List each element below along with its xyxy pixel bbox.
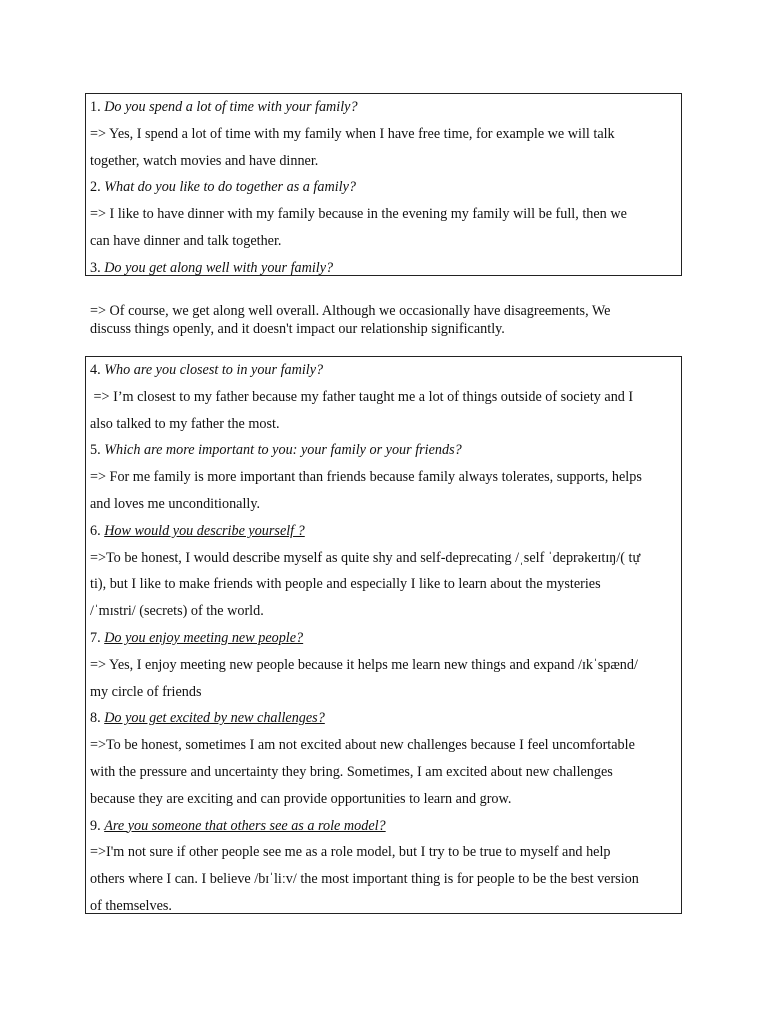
answer-6-line-2: ti), but I like to make friends with people and especially I like to learn about the mysteries — [90, 576, 601, 593]
answer-9-line-2: others where I can. I believe /bɪˈliːv/ the most important thing is for people to be the best version — [90, 871, 639, 888]
qa-box-2 — [85, 356, 682, 914]
answer-7-line-2: my circle of friends — [90, 683, 202, 700]
answer-2-line-2: can have dinner and talk together. — [90, 232, 282, 249]
question-6: 6. How would you describe yourself ? — [90, 522, 305, 539]
answer-4-line-2: also talked to my father the most. — [90, 415, 280, 432]
answer-2-line-1: => I like to have dinner with my family because in the evening my family will be full, then we — [90, 206, 627, 223]
answer-1-line-2: together, watch movies and have dinner. — [90, 152, 319, 169]
question-4: 4. Who are you closest to in your family? — [90, 362, 324, 378]
answer-9-line-3: of themselves. — [90, 897, 172, 914]
answer-9-line-1: =>I'm not sure if other people see me as a role model, but I try to be true to myself and help — [90, 844, 611, 861]
answer-8-line-3: because they are exciting and can provide opportunities to learn and grow. — [90, 790, 512, 807]
question-9: 9. Are you someone that others see as a role model? — [90, 817, 386, 834]
answer-6-line-3: /ˈmɪstri/ (secrets) of the world. — [90, 603, 264, 620]
answer-8-line-1: =>To be honest, sometimes I am not excited about new challenges because I feel uncomfortable — [90, 737, 635, 754]
answer-5-line-1: => For me family is more important than friends because family always tolerates, supports, helps — [90, 469, 642, 486]
answer-3-line-1: => Of course, we get along well overall. Although we occasionally have disagreements, We — [90, 303, 611, 319]
question-3: 3. Do you get along well with your family? — [90, 259, 334, 276]
answer-5-line-2: and loves me unconditionally. — [90, 495, 261, 512]
qa-box-1 — [85, 93, 682, 276]
question-5: 5. Which are more important to you: your family or your friends? — [90, 442, 462, 459]
question-1: 1. Do you spend a lot of time with your family? — [90, 99, 358, 115]
answer-3 — [90, 303, 690, 338]
answer-1-line-1: => Yes, I spend a lot of time with my family when I have free time, for example we will talk — [90, 125, 615, 142]
answer-3-line-2: discuss things openly, and it doesn't impact our relationship significantly. — [90, 320, 505, 337]
answer-4-line-1: => I’m closest to my father because my father taught me a lot of things outside of society and I — [90, 388, 634, 405]
answer-8-line-2: with the pressure and uncertainty they bring. Sometimes, I am excited about new challenges — [90, 763, 613, 780]
question-8: 8. Do you get excited by new challenges? — [90, 710, 325, 727]
question-2: 2. What do you like to do together as a family? — [90, 179, 356, 196]
question-7: 7. Do you enjoy meeting new people? — [90, 629, 304, 646]
answer-7-line-1: => Yes, I enjoy meeting new people because it helps me learn new things and expand /ɪkˈspænd/ — [90, 656, 638, 673]
answer-6-line-1: =>To be honest, I would describe myself as quite shy and self-deprecating /ˌself ˈdeprəkeɪtɪŋ/( tự — [90, 549, 641, 566]
